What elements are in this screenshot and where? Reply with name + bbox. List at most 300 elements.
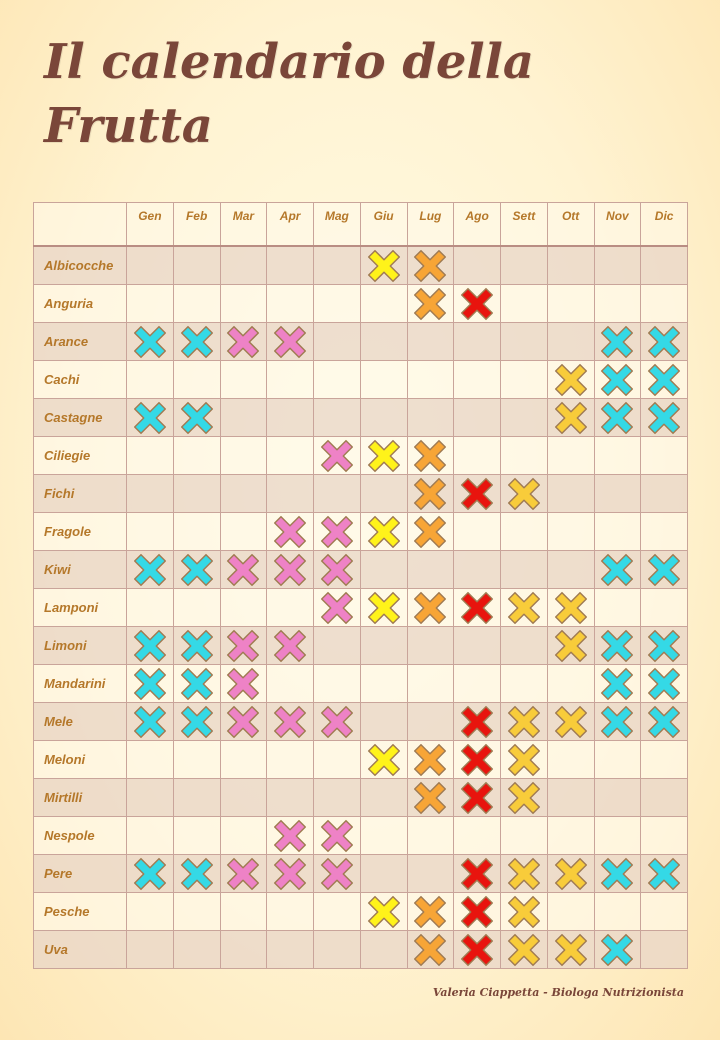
season-cell-lug — [407, 931, 454, 969]
fruit-name: Mirtilli — [34, 779, 127, 817]
season-cell-lug — [407, 399, 454, 437]
fruit-rows — [34, 246, 688, 969]
season-cell-nov — [594, 893, 641, 931]
season-x-icon — [506, 590, 542, 626]
season-x-icon — [553, 704, 589, 740]
season-cell-dic — [641, 779, 688, 817]
season-x-icon — [459, 780, 495, 816]
fruit-row-limoni — [34, 627, 688, 665]
season-cell-mar — [220, 893, 267, 931]
season-cell-giu — [360, 399, 407, 437]
season-cell-ago — [454, 475, 501, 513]
season-cell-nov — [594, 361, 641, 399]
season-cell-gen — [127, 589, 174, 627]
season-cell-ott — [547, 817, 594, 855]
season-x-icon — [412, 248, 448, 284]
season-cell-dic — [641, 323, 688, 361]
month-header-lug: Lug — [407, 203, 454, 247]
season-x-icon — [132, 666, 168, 702]
season-cell-sett — [501, 893, 548, 931]
season-x-icon — [132, 856, 168, 892]
season-cell-feb — [173, 361, 220, 399]
month-header-mag: Mag — [314, 203, 361, 247]
season-cell-sett — [501, 361, 548, 399]
fruit-name: Uva — [34, 931, 127, 969]
season-x-icon — [272, 552, 308, 588]
title-line-2: Frutta — [44, 98, 213, 154]
season-x-icon — [366, 590, 402, 626]
month-header-dic: Dic — [641, 203, 688, 247]
season-x-icon — [132, 324, 168, 360]
season-cell-mag — [314, 703, 361, 741]
season-cell-ago — [454, 437, 501, 475]
season-cell-nov — [594, 399, 641, 437]
season-cell-dic — [641, 246, 688, 285]
season-x-icon — [599, 324, 635, 360]
season-cell-nov — [594, 437, 641, 475]
season-cell-giu — [360, 665, 407, 703]
season-x-icon — [459, 476, 495, 512]
season-x-icon — [225, 552, 261, 588]
season-cell-feb — [173, 703, 220, 741]
season-cell-feb — [173, 627, 220, 665]
season-cell-lug — [407, 741, 454, 779]
fruit-name: Limoni — [34, 627, 127, 665]
fruit-row-mele — [34, 703, 688, 741]
fruit-name: Kiwi — [34, 551, 127, 589]
season-cell-dic — [641, 627, 688, 665]
season-cell-nov — [594, 323, 641, 361]
fruit-row-uva — [34, 931, 688, 969]
season-x-icon — [179, 666, 215, 702]
season-cell-nov — [594, 285, 641, 323]
season-cell-mar — [220, 246, 267, 285]
season-cell-mar — [220, 779, 267, 817]
season-cell-nov — [594, 665, 641, 703]
season-x-icon — [412, 286, 448, 322]
fruit-name: Anguria — [34, 285, 127, 323]
month-header-apr: Apr — [267, 203, 314, 247]
season-cell-giu — [360, 931, 407, 969]
season-cell-mag — [314, 589, 361, 627]
season-x-icon — [412, 438, 448, 474]
season-cell-giu — [360, 855, 407, 893]
season-cell-feb — [173, 323, 220, 361]
season-x-icon — [132, 552, 168, 588]
season-cell-giu — [360, 589, 407, 627]
season-cell-gen — [127, 779, 174, 817]
season-x-icon — [646, 666, 682, 702]
season-cell-gen — [127, 817, 174, 855]
fruit-row-mandarini — [34, 665, 688, 703]
season-cell-lug — [407, 779, 454, 817]
season-cell-dic — [641, 855, 688, 893]
season-cell-sett — [501, 246, 548, 285]
season-cell-ott — [547, 893, 594, 931]
season-cell-apr — [267, 551, 314, 589]
season-cell-sett — [501, 703, 548, 741]
season-cell-mar — [220, 665, 267, 703]
season-cell-ago — [454, 323, 501, 361]
fruit-name: Mele — [34, 703, 127, 741]
fruit-row-nespole — [34, 817, 688, 855]
season-cell-apr — [267, 361, 314, 399]
season-cell-apr — [267, 285, 314, 323]
fruit-name: Albicocche — [34, 246, 127, 285]
title-line-1: Il calendario della — [44, 34, 534, 90]
season-cell-apr — [267, 817, 314, 855]
season-cell-feb — [173, 551, 220, 589]
season-cell-nov — [594, 703, 641, 741]
season-x-icon — [599, 552, 635, 588]
season-x-icon — [319, 856, 355, 892]
season-cell-giu — [360, 893, 407, 931]
month-header-sett: Sett — [501, 203, 548, 247]
season-x-icon — [646, 324, 682, 360]
season-x-icon — [506, 932, 542, 968]
season-cell-dic — [641, 817, 688, 855]
season-cell-mar — [220, 285, 267, 323]
season-x-icon — [179, 324, 215, 360]
season-cell-dic — [641, 589, 688, 627]
season-cell-mag — [314, 741, 361, 779]
season-x-icon — [132, 628, 168, 664]
season-x-icon — [132, 400, 168, 436]
fruit-row-pesche — [34, 893, 688, 931]
season-cell-gen — [127, 361, 174, 399]
season-cell-apr — [267, 665, 314, 703]
season-cell-giu — [360, 627, 407, 665]
season-x-icon — [646, 856, 682, 892]
season-cell-gen — [127, 893, 174, 931]
season-cell-ott — [547, 361, 594, 399]
season-cell-feb — [173, 741, 220, 779]
season-x-icon — [225, 704, 261, 740]
season-cell-gen — [127, 285, 174, 323]
season-x-icon — [553, 932, 589, 968]
season-cell-giu — [360, 475, 407, 513]
season-cell-giu — [360, 513, 407, 551]
fruit-name: Nespole — [34, 817, 127, 855]
season-x-icon — [319, 438, 355, 474]
month-header-ott: Ott — [547, 203, 594, 247]
season-x-icon — [506, 476, 542, 512]
season-cell-lug — [407, 665, 454, 703]
season-cell-ott — [547, 285, 594, 323]
season-cell-mar — [220, 475, 267, 513]
fruit-name: Mandarini — [34, 665, 127, 703]
season-cell-mar — [220, 513, 267, 551]
season-cell-mag — [314, 246, 361, 285]
season-x-icon — [366, 248, 402, 284]
season-cell-feb — [173, 437, 220, 475]
season-cell-ago — [454, 246, 501, 285]
season-cell-nov — [594, 855, 641, 893]
fruit-calendar-table — [33, 202, 688, 969]
season-x-icon — [459, 856, 495, 892]
season-cell-gen — [127, 741, 174, 779]
season-cell-mar — [220, 703, 267, 741]
season-cell-mag — [314, 513, 361, 551]
season-x-icon — [599, 704, 635, 740]
season-cell-nov — [594, 741, 641, 779]
season-cell-mag — [314, 817, 361, 855]
season-cell-nov — [594, 627, 641, 665]
season-cell-lug — [407, 475, 454, 513]
season-cell-ago — [454, 285, 501, 323]
season-x-icon — [225, 856, 261, 892]
season-cell-lug — [407, 437, 454, 475]
season-cell-mag — [314, 855, 361, 893]
season-cell-mag — [314, 361, 361, 399]
season-cell-mag — [314, 665, 361, 703]
season-cell-mar — [220, 589, 267, 627]
season-cell-dic — [641, 741, 688, 779]
season-cell-apr — [267, 855, 314, 893]
fruit-row-cachi — [34, 361, 688, 399]
author-signature: Valeria Ciappetta - Biologa Nutrizionista — [432, 986, 684, 999]
season-x-icon — [272, 856, 308, 892]
season-cell-mar — [220, 551, 267, 589]
season-cell-mag — [314, 931, 361, 969]
month-header-ago: Ago — [454, 203, 501, 247]
season-cell-giu — [360, 551, 407, 589]
season-cell-feb — [173, 589, 220, 627]
corner-cell — [34, 203, 127, 247]
season-cell-apr — [267, 399, 314, 437]
season-cell-dic — [641, 437, 688, 475]
season-x-icon — [225, 628, 261, 664]
season-x-icon — [412, 780, 448, 816]
season-cell-lug — [407, 817, 454, 855]
season-cell-feb — [173, 475, 220, 513]
season-cell-giu — [360, 703, 407, 741]
season-cell-lug — [407, 361, 454, 399]
season-cell-ott — [547, 475, 594, 513]
season-cell-feb — [173, 246, 220, 285]
season-cell-sett — [501, 779, 548, 817]
season-cell-ago — [454, 361, 501, 399]
season-x-icon — [506, 742, 542, 778]
season-cell-lug — [407, 589, 454, 627]
season-x-icon — [506, 780, 542, 816]
season-cell-ago — [454, 399, 501, 437]
season-cell-ago — [454, 779, 501, 817]
season-cell-lug — [407, 513, 454, 551]
season-cell-apr — [267, 703, 314, 741]
season-x-icon — [506, 704, 542, 740]
fruit-name: Pesche — [34, 893, 127, 931]
season-cell-dic — [641, 285, 688, 323]
season-cell-mar — [220, 323, 267, 361]
season-cell-ago — [454, 513, 501, 551]
season-cell-sett — [501, 589, 548, 627]
season-cell-mag — [314, 893, 361, 931]
season-cell-feb — [173, 855, 220, 893]
season-cell-giu — [360, 817, 407, 855]
season-x-icon — [225, 324, 261, 360]
season-x-icon — [646, 400, 682, 436]
season-cell-ago — [454, 665, 501, 703]
page-title — [44, 30, 534, 158]
season-cell-lug — [407, 323, 454, 361]
season-cell-ott — [547, 627, 594, 665]
season-cell-giu — [360, 437, 407, 475]
fruit-row-anguria — [34, 285, 688, 323]
season-cell-gen — [127, 627, 174, 665]
season-cell-ago — [454, 703, 501, 741]
season-x-icon — [412, 932, 448, 968]
season-x-icon — [132, 704, 168, 740]
season-x-icon — [412, 742, 448, 778]
season-cell-ott — [547, 513, 594, 551]
season-cell-mar — [220, 931, 267, 969]
season-cell-gen — [127, 551, 174, 589]
season-x-icon — [459, 704, 495, 740]
season-x-icon — [319, 552, 355, 588]
season-cell-giu — [360, 741, 407, 779]
season-x-icon — [459, 932, 495, 968]
season-cell-mar — [220, 361, 267, 399]
season-x-icon — [272, 704, 308, 740]
season-cell-gen — [127, 323, 174, 361]
fruit-row-meloni — [34, 741, 688, 779]
fruit-row-mirtilli — [34, 779, 688, 817]
season-cell-feb — [173, 665, 220, 703]
season-cell-nov — [594, 475, 641, 513]
season-cell-mag — [314, 779, 361, 817]
season-x-icon — [225, 666, 261, 702]
season-x-icon — [646, 628, 682, 664]
season-x-icon — [319, 514, 355, 550]
fruit-row-arance — [34, 323, 688, 361]
season-cell-apr — [267, 323, 314, 361]
season-cell-lug — [407, 855, 454, 893]
season-cell-ott — [547, 437, 594, 475]
season-cell-mar — [220, 855, 267, 893]
fruit-row-pere — [34, 855, 688, 893]
season-x-icon — [412, 894, 448, 930]
season-cell-apr — [267, 741, 314, 779]
season-cell-dic — [641, 703, 688, 741]
season-x-icon — [646, 552, 682, 588]
season-cell-sett — [501, 665, 548, 703]
season-x-icon — [646, 704, 682, 740]
season-x-icon — [599, 362, 635, 398]
season-x-icon — [506, 856, 542, 892]
season-x-icon — [599, 628, 635, 664]
fruit-name: Fragole — [34, 513, 127, 551]
month-header-giu: Giu — [360, 203, 407, 247]
season-cell-apr — [267, 627, 314, 665]
season-cell-ott — [547, 741, 594, 779]
season-x-icon — [646, 362, 682, 398]
season-x-icon — [272, 628, 308, 664]
season-cell-lug — [407, 285, 454, 323]
season-cell-mar — [220, 817, 267, 855]
season-x-icon — [319, 590, 355, 626]
season-x-icon — [599, 932, 635, 968]
season-cell-ott — [547, 323, 594, 361]
season-x-icon — [179, 628, 215, 664]
season-cell-dic — [641, 551, 688, 589]
season-cell-mag — [314, 437, 361, 475]
season-cell-ago — [454, 627, 501, 665]
season-cell-nov — [594, 513, 641, 551]
season-cell-apr — [267, 589, 314, 627]
season-cell-nov — [594, 589, 641, 627]
season-cell-sett — [501, 627, 548, 665]
season-x-icon — [179, 400, 215, 436]
fruit-row-fragole — [34, 513, 688, 551]
season-cell-gen — [127, 475, 174, 513]
season-cell-dic — [641, 361, 688, 399]
season-x-icon — [179, 552, 215, 588]
season-cell-apr — [267, 779, 314, 817]
season-x-icon — [272, 514, 308, 550]
season-x-icon — [459, 286, 495, 322]
season-cell-feb — [173, 817, 220, 855]
fruit-name: Lamponi — [34, 589, 127, 627]
season-cell-mar — [220, 437, 267, 475]
season-cell-apr — [267, 246, 314, 285]
season-cell-sett — [501, 323, 548, 361]
season-x-icon — [553, 628, 589, 664]
season-cell-ott — [547, 246, 594, 285]
season-cell-dic — [641, 893, 688, 931]
fruit-row-lamponi — [34, 589, 688, 627]
season-x-icon — [553, 362, 589, 398]
season-x-icon — [553, 400, 589, 436]
season-cell-giu — [360, 361, 407, 399]
season-cell-dic — [641, 513, 688, 551]
season-cell-mag — [314, 475, 361, 513]
season-cell-sett — [501, 437, 548, 475]
season-cell-ott — [547, 779, 594, 817]
season-x-icon — [599, 856, 635, 892]
season-x-icon — [599, 666, 635, 702]
season-cell-ott — [547, 589, 594, 627]
season-cell-ago — [454, 931, 501, 969]
season-cell-apr — [267, 513, 314, 551]
season-cell-feb — [173, 931, 220, 969]
season-cell-gen — [127, 855, 174, 893]
season-cell-mag — [314, 551, 361, 589]
season-cell-giu — [360, 779, 407, 817]
season-cell-nov — [594, 551, 641, 589]
season-cell-sett — [501, 855, 548, 893]
season-cell-nov — [594, 931, 641, 969]
season-cell-feb — [173, 893, 220, 931]
season-cell-ott — [547, 855, 594, 893]
season-cell-ago — [454, 589, 501, 627]
season-cell-gen — [127, 665, 174, 703]
month-header-feb: Feb — [173, 203, 220, 247]
season-cell-ott — [547, 551, 594, 589]
fruit-name: Castagne — [34, 399, 127, 437]
fruit-row-ciliegie — [34, 437, 688, 475]
season-cell-sett — [501, 551, 548, 589]
season-cell-nov — [594, 246, 641, 285]
season-cell-gen — [127, 703, 174, 741]
season-cell-gen — [127, 437, 174, 475]
season-x-icon — [459, 590, 495, 626]
season-cell-gen — [127, 246, 174, 285]
season-cell-mar — [220, 399, 267, 437]
season-x-icon — [366, 514, 402, 550]
season-cell-lug — [407, 703, 454, 741]
season-cell-lug — [407, 551, 454, 589]
